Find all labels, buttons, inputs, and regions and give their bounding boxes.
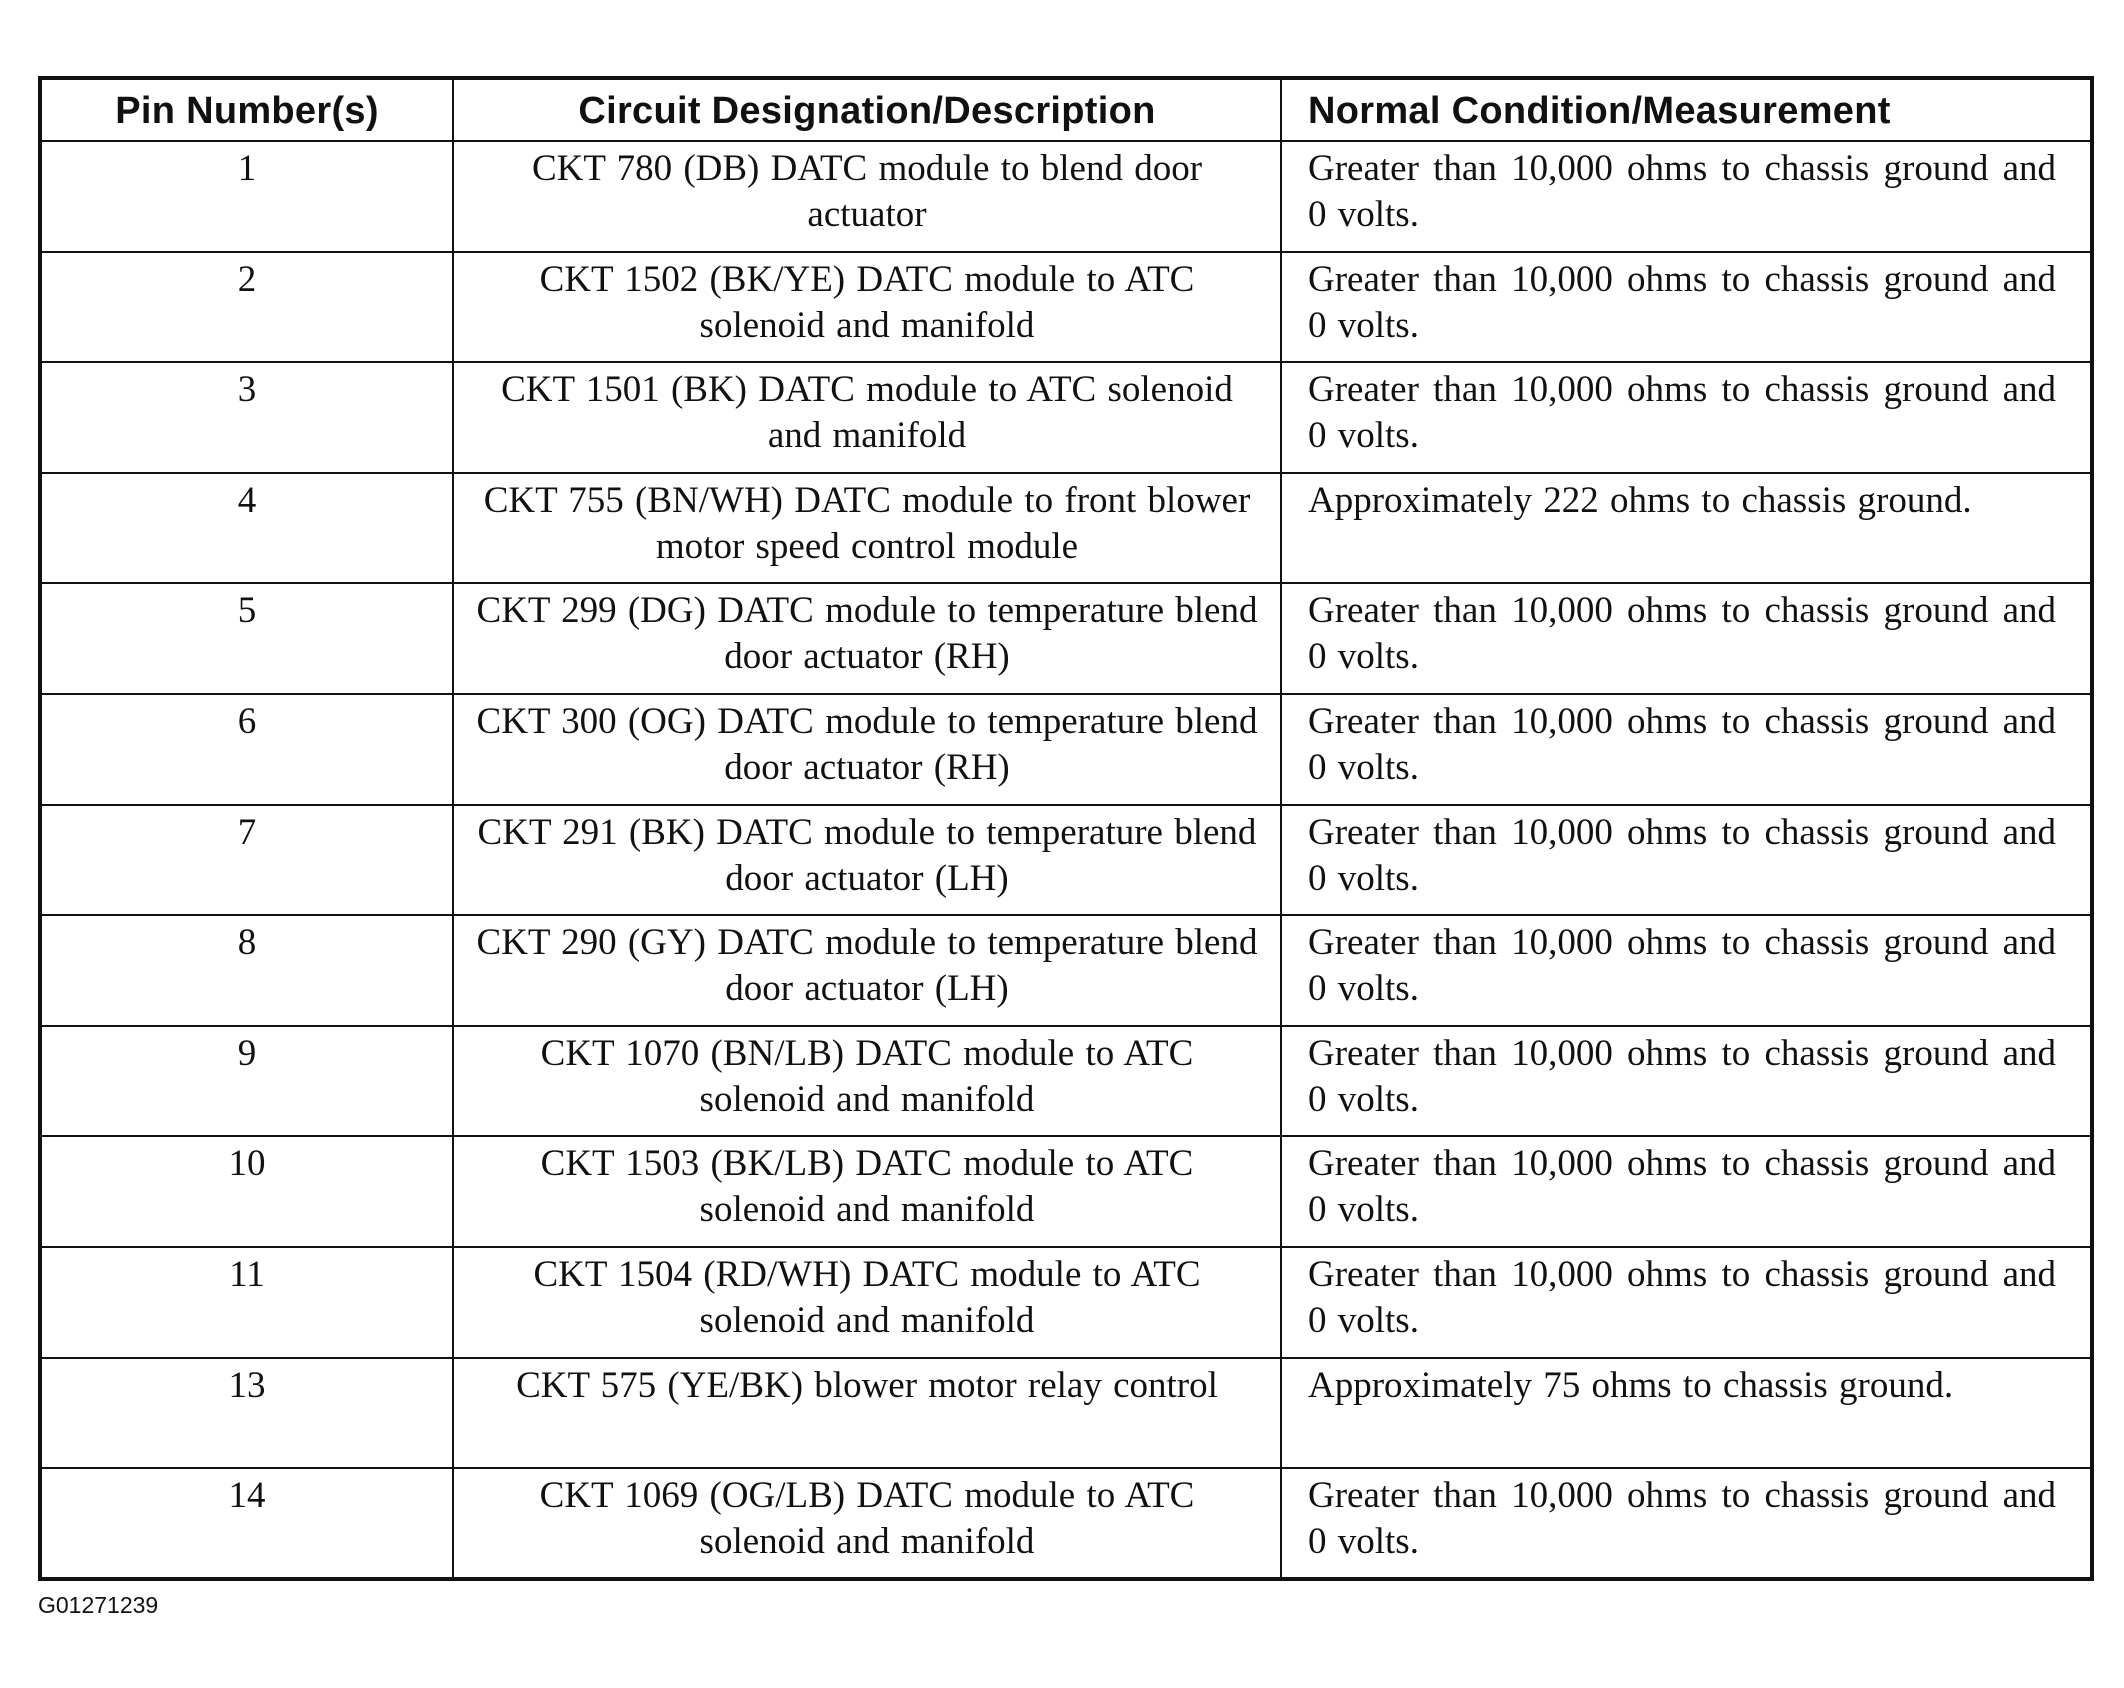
table-row <box>40 362 2092 473</box>
table-row <box>40 1247 2092 1358</box>
circuit-description: CKT 1069 (OG/LB) DATC module to ATC solenoid and manifold <box>453 1468 1281 1579</box>
normal-condition: Greater than 10,000 ohms to chassis ground and 0 volts. <box>1281 583 2092 694</box>
pinout-table <box>38 76 2094 1581</box>
figure-id: G01271239 <box>38 1592 159 1618</box>
circuit-description: CKT 1503 (BK/LB) DATC module to ATC solenoid and manifold <box>453 1136 1281 1247</box>
header-row <box>40 78 2092 141</box>
circuit-description: CKT 291 (BK) DATC module to temperature blend door actuator (LH) <box>453 805 1281 916</box>
normal-condition: Greater than 10,000 ohms to chassis ground and 0 volts. <box>1281 915 2092 1026</box>
header-circuit-description: Circuit Designation/Description <box>453 78 1281 141</box>
table-row <box>40 1358 2092 1469</box>
pin-number: 3 <box>40 362 453 473</box>
table-row <box>40 1468 2092 1579</box>
circuit-description: CKT 1501 (BK) DATC module to ATC solenoid and manifold <box>453 362 1281 473</box>
circuit-description: CKT 780 (DB) DATC module to blend door actuator <box>453 141 1281 252</box>
normal-condition: Approximately 222 ohms to chassis ground. <box>1281 473 2092 584</box>
circuit-description: CKT 755 (BN/WH) DATC module to front blower motor speed control module <box>453 473 1281 584</box>
normal-condition: Greater than 10,000 ohms to chassis ground and 0 volts. <box>1281 1136 2092 1247</box>
pin-number: 11 <box>40 1247 453 1358</box>
pin-number: 8 <box>40 915 453 1026</box>
table-row <box>40 805 2092 916</box>
table-row <box>40 915 2092 1026</box>
pin-number: 6 <box>40 694 453 805</box>
table-row <box>40 252 2092 363</box>
normal-condition: Greater than 10,000 ohms to chassis ground and 0 volts. <box>1281 805 2092 916</box>
table-row <box>40 1136 2092 1247</box>
table-row <box>40 583 2092 694</box>
pin-number: 9 <box>40 1026 453 1137</box>
pin-number: 14 <box>40 1468 453 1579</box>
normal-condition: Greater than 10,000 ohms to chassis ground and 0 volts. <box>1281 694 2092 805</box>
header-pin-numbers: Pin Number(s) <box>40 78 453 141</box>
table-row <box>40 694 2092 805</box>
pin-number: 2 <box>40 252 453 363</box>
circuit-description: CKT 1504 (RD/WH) DATC module to ATC solenoid and manifold <box>453 1247 1281 1358</box>
normal-condition: Greater than 10,000 ohms to chassis ground and 0 volts. <box>1281 1026 2092 1137</box>
table-row <box>40 473 2092 584</box>
header-normal-condition: Normal Condition/Measurement <box>1281 78 2092 141</box>
circuit-description: CKT 290 (GY) DATC module to temperature blend door actuator (LH) <box>453 915 1281 1026</box>
pin-number: 4 <box>40 473 453 584</box>
normal-condition: Greater than 10,000 ohms to chassis ground and 0 volts. <box>1281 362 2092 473</box>
circuit-description: CKT 1502 (BK/YE) DATC module to ATC solenoid and manifold <box>453 252 1281 363</box>
circuit-description: CKT 575 (YE/BK) blower motor relay control <box>453 1358 1281 1469</box>
pin-number: 10 <box>40 1136 453 1247</box>
table-row <box>40 141 2092 252</box>
pin-number: 13 <box>40 1358 453 1469</box>
circuit-description: CKT 299 (DG) DATC module to temperature blend door actuator (RH) <box>453 583 1281 694</box>
normal-condition: Greater than 10,000 ohms to chassis ground and 0 volts. <box>1281 1247 2092 1358</box>
pin-number: 1 <box>40 141 453 252</box>
pin-number: 5 <box>40 583 453 694</box>
normal-condition: Greater than 10,000 ohms to chassis ground and 0 volts. <box>1281 1468 2092 1579</box>
normal-condition: Approximately 75 ohms to chassis ground. <box>1281 1358 2092 1469</box>
table-row <box>40 1026 2092 1137</box>
circuit-description: CKT 300 (OG) DATC module to temperature blend door actuator (RH) <box>453 694 1281 805</box>
pin-number: 7 <box>40 805 453 916</box>
normal-condition: Greater than 10,000 ohms to chassis ground and 0 volts. <box>1281 252 2092 363</box>
normal-condition: Greater than 10,000 ohms to chassis ground and 0 volts. <box>1281 141 2092 252</box>
circuit-description: CKT 1070 (BN/LB) DATC module to ATC solenoid and manifold <box>453 1026 1281 1137</box>
